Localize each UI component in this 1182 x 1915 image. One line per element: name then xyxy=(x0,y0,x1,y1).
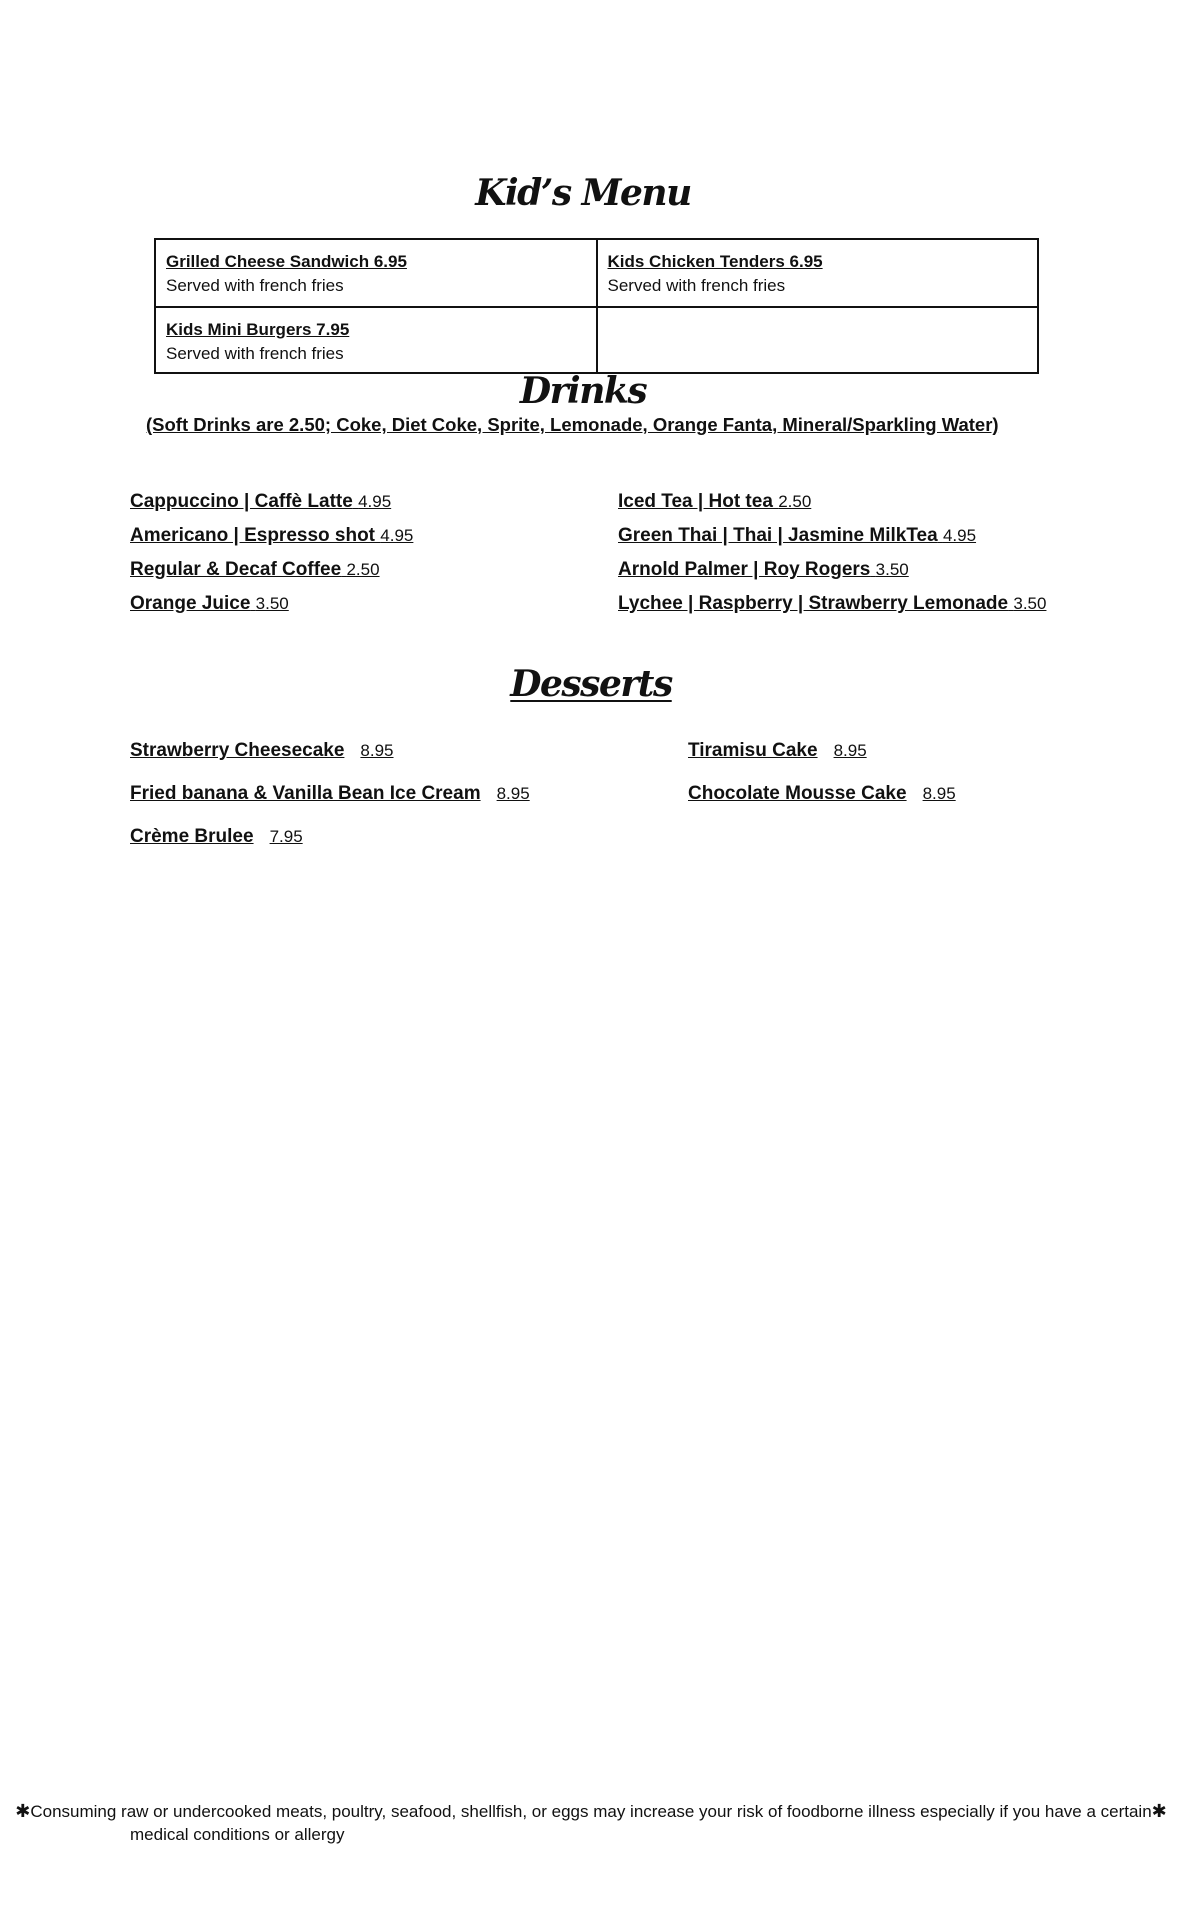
food-safety-disclaimer xyxy=(0,1800,1182,1846)
dessert-name: Strawberry Cheesecake xyxy=(130,740,345,761)
drink-price: 3.50 xyxy=(255,594,289,613)
kids-menu-table xyxy=(154,238,1039,374)
dessert-name: Tiramisu Cake xyxy=(688,740,818,761)
soft-drinks-note: (Soft Drinks are 2.50; Coke, Diet Coke, Sprite, Lemonade, Orange Fanta, Mineral/Sparkling Water) xyxy=(146,414,999,435)
item-description: Served with french fries xyxy=(166,276,344,295)
disclaimer-text: Consuming raw or undercooked meats, poultry, seafood, shellfish, or eggs may increase your risk of foodborne illness especially if you have a certain xyxy=(30,1802,1152,1821)
dessert-price: 8.95 xyxy=(833,741,867,760)
dessert-name: Crème Brulee xyxy=(130,826,254,847)
table-row xyxy=(155,239,1038,307)
asterisk-icon: ✱ xyxy=(1151,1801,1167,1821)
kids-menu-item xyxy=(597,239,1039,307)
dessert-item xyxy=(130,826,530,869)
dessert-item xyxy=(130,740,530,783)
kids-menu-item xyxy=(155,307,597,373)
item-description: Served with french fries xyxy=(166,344,344,363)
drink-name: Lychee | Raspberry | Strawberry Lemonade xyxy=(618,593,1009,614)
dessert-price: 7.95 xyxy=(269,827,303,846)
drink-price: 4.95 xyxy=(942,526,977,545)
drink-name: Cappuccino | Caffè Latte xyxy=(130,491,353,512)
drink-name: Americano | Espresso shot xyxy=(130,525,381,546)
item-name: Kids Chicken Tenders 6.95 xyxy=(607,252,823,271)
drink-item xyxy=(130,491,413,525)
drink-item xyxy=(618,491,1046,525)
item-description: Served with french fries xyxy=(607,276,786,295)
drink-item xyxy=(618,559,1046,593)
desserts-heading: Desserts xyxy=(510,663,672,705)
item-name: Kids Mini Burgers 7.95 xyxy=(166,320,350,339)
dessert-name: Chocolate Mousse Cake xyxy=(688,783,907,804)
drink-item xyxy=(130,525,413,559)
drink-price: 4.95 xyxy=(380,526,414,545)
desserts-list-right xyxy=(688,740,956,826)
kids-menu-item xyxy=(155,239,597,307)
drink-item xyxy=(618,593,1046,627)
dessert-price: 8.95 xyxy=(922,784,956,803)
disclaimer-line-2: medical conditions or allergy xyxy=(130,1825,345,1844)
dessert-item xyxy=(130,783,530,826)
drink-name: Iced Tea | Hot tea xyxy=(618,491,779,512)
drink-price: 2.50 xyxy=(778,492,812,511)
drink-item xyxy=(130,593,413,627)
desserts-list-left xyxy=(130,740,530,869)
dessert-item xyxy=(688,740,956,783)
dessert-item xyxy=(688,783,956,826)
drink-price: 3.50 xyxy=(1013,594,1047,613)
drink-price: 4.95 xyxy=(358,492,392,511)
drinks-list-right xyxy=(618,491,1046,627)
drink-item xyxy=(618,525,1046,559)
drink-item xyxy=(130,559,413,593)
dessert-price: 8.95 xyxy=(496,784,530,803)
dessert-name: Fried banana & Vanilla Bean Ice Cream xyxy=(130,783,481,804)
asterisk-icon: ✱ xyxy=(15,1801,31,1821)
drink-name: Green Thai | Thai | Jasmine MilkTea xyxy=(618,525,938,546)
disclaimer-line-1 xyxy=(0,1800,1182,1823)
drink-price: 2.50 xyxy=(346,560,380,579)
table-row xyxy=(155,307,1038,373)
drink-name: Orange Juice xyxy=(130,593,251,614)
drinks-heading: Drinks xyxy=(519,370,647,412)
item-name: Grilled Cheese Sandwich 6.95 xyxy=(166,252,407,271)
drink-name: Regular & Decaf Coffee xyxy=(130,559,342,580)
drink-price: 3.50 xyxy=(875,560,909,579)
dessert-price: 8.95 xyxy=(360,741,394,760)
drink-name: Arnold Palmer | Roy Rogers xyxy=(618,559,871,580)
drinks-list-left xyxy=(130,491,413,627)
kids-menu-heading: Kid’s Menu xyxy=(475,172,691,214)
empty-cell xyxy=(597,307,1039,373)
